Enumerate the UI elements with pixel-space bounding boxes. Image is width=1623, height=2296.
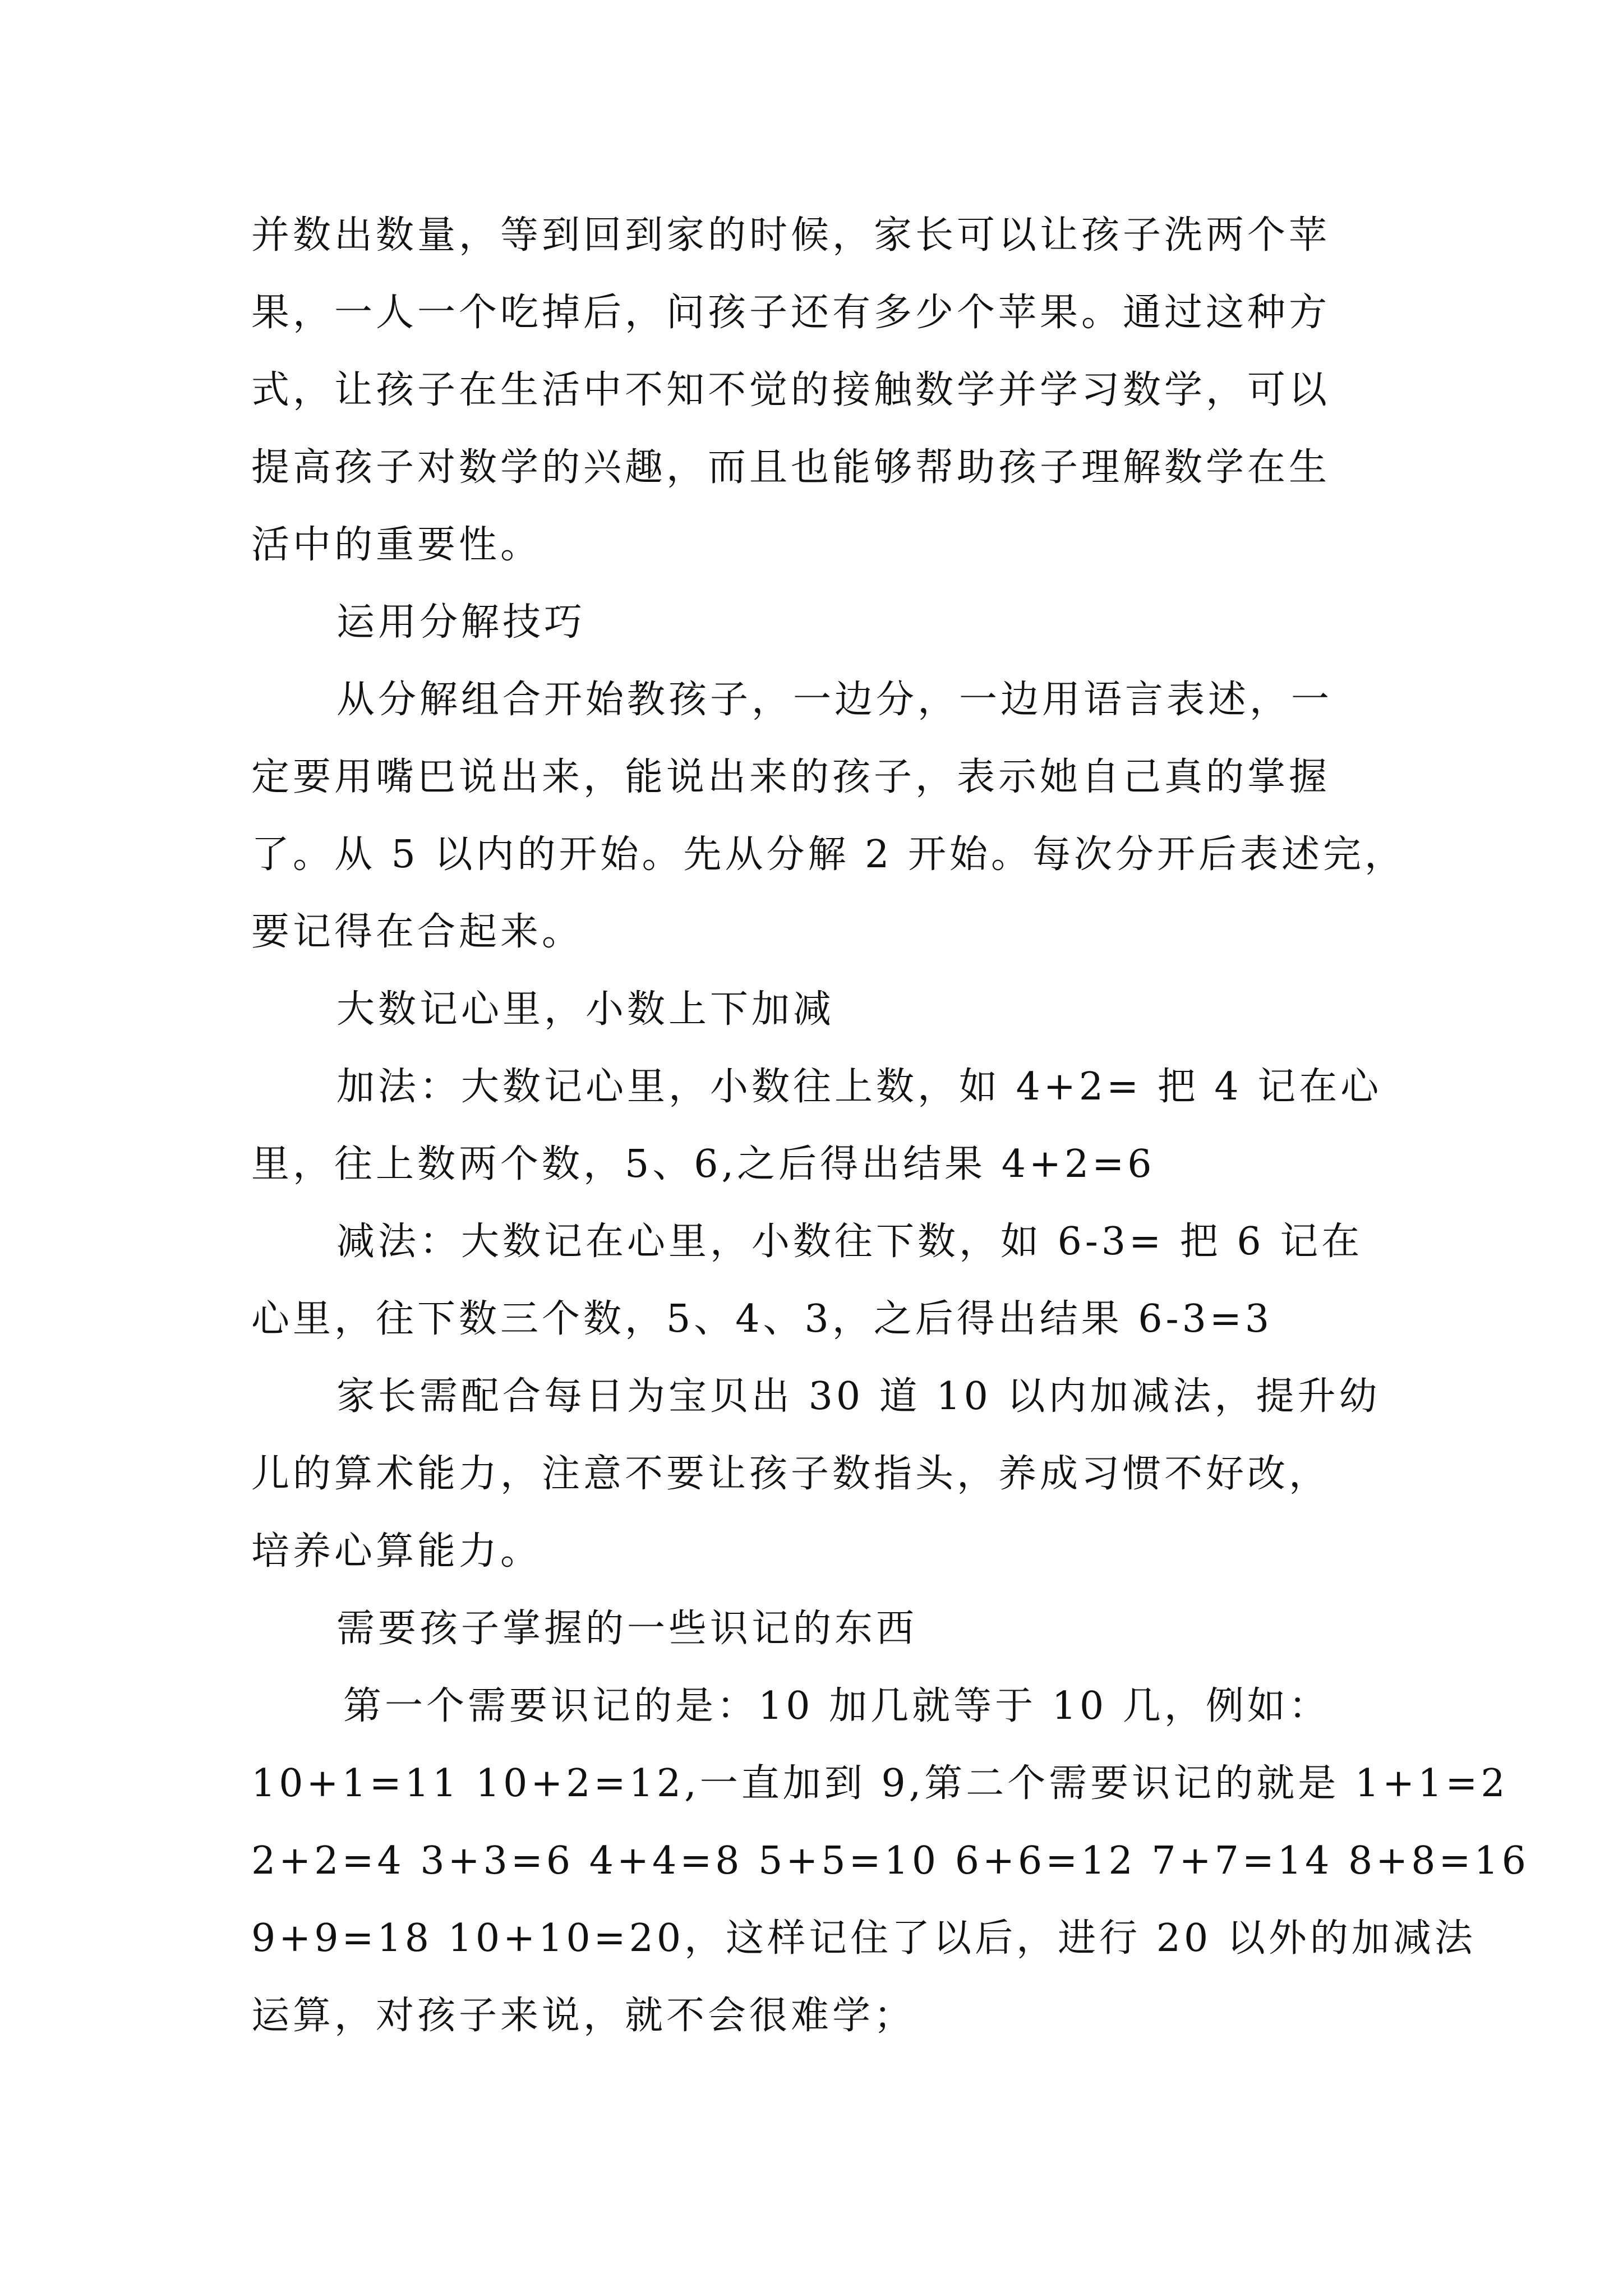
- paragraph-line: 10+1=11 10+2=12,一直加到 9,第二个需要识记的就是 1+1=2: [251, 1761, 1509, 1806]
- paragraph-line: 2+2=4 3+3=6 4+4=8 5+5=10 6+6=12 7+7=14 8+8=16: [251, 1839, 1529, 1883]
- paragraph-line: 9+9=18 10+10=20，这样记住了以后，进行 20 以外的加减法: [251, 1916, 1476, 1961]
- paragraph-line: 家长需配合每日为宝贝出 30 道 10 以内加减法，提升幼: [336, 1374, 1381, 1419]
- paragraph-line: 式，让孩子在生活中不知不觉的接触数学并学习数学，可以: [251, 368, 1331, 412]
- paragraph-line: 要记得在合起来。: [251, 910, 584, 954]
- section-heading: 大数记心里，小数上下加减: [336, 987, 835, 1032]
- paragraph-line: 了。从 5 以内的开始。先从分解 2 开始。每次分开后表述完，: [251, 832, 1406, 877]
- section-heading: 运用分解技巧: [336, 600, 586, 645]
- section-heading: 需要孩子掌握的一些识记的东西: [336, 1607, 918, 1651]
- paragraph-line: 并数出数量，等到回到家的时候，家长可以让孩子洗两个苹: [251, 213, 1331, 257]
- paragraph-line: 从分解组合开始教孩子，一边分，一边用语言表述，一: [336, 678, 1333, 722]
- paragraph-line: 提高孩子对数学的兴趣，而且也能够帮助孩子理解数学在生: [251, 445, 1331, 490]
- paragraph-line: 运算，对孩子来说，就不会很难学；: [251, 1994, 916, 2038]
- paragraph-line: 心里，往下数三个数，5、4、3，之后得出结果 6-3=3: [251, 1297, 1273, 1341]
- paragraph-line: 培养心算能力。: [251, 1529, 542, 1573]
- paragraph-line: 儿的算术能力，注意不要让孩子数指头，养成习惯不好改，: [251, 1452, 1331, 1496]
- paragraph-line: 里，往上数两个数，5、6,之后得出结果 4+2=6: [251, 1142, 1155, 1186]
- paragraph-line: 第一个需要识记的是：10 加几就等于 10 几，例如：: [343, 1684, 1330, 1728]
- paragraph-line: 减法：大数记在心里，小数往下数，如 6-3= 把 6 记在: [336, 1220, 1363, 1264]
- paragraph-line: 活中的重要性。: [251, 523, 542, 567]
- paragraph-line: 定要用嘴巴说出来，能说出来的孩子，表示她自己真的掌握: [251, 755, 1331, 799]
- paragraph-line: 果，一人一个吃掉后，问孩子还有多少个苹果。通过这种方: [251, 291, 1331, 335]
- paragraph-line: 加法：大数记心里，小数往上数，如 4+2= 把 4 记在心: [336, 1065, 1382, 1109]
